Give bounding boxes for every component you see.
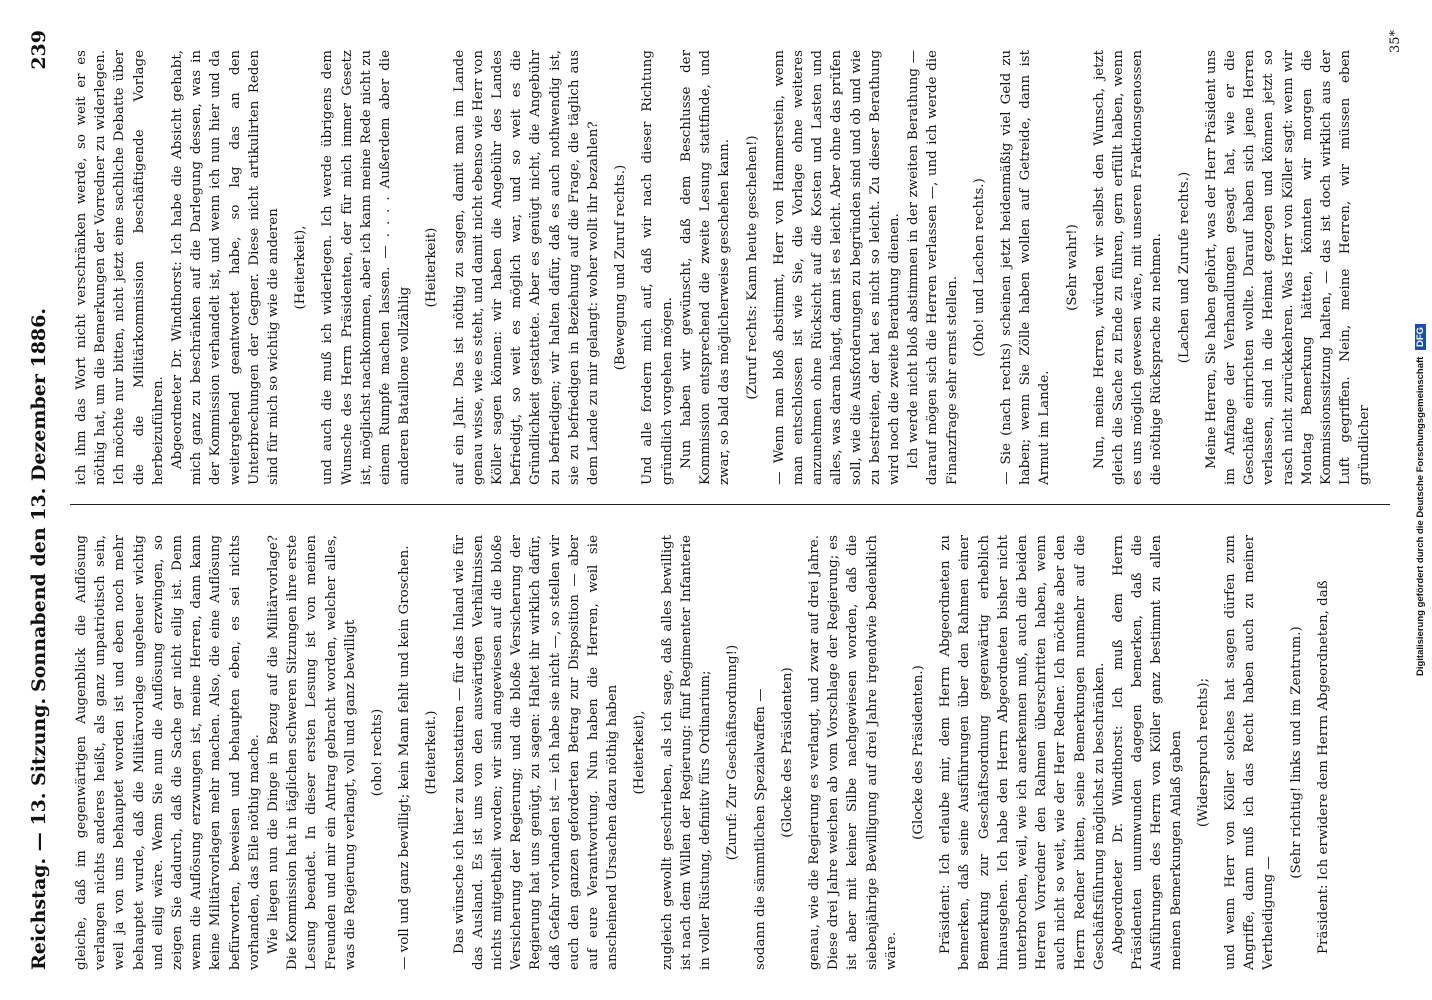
left-column <box>72 535 1382 970</box>
paragraph: und auch die muß ich widerlegen. Ich werde übrigens dem Wunsche des Herrn Präsidenten, der für mich immer Gesetz ist, möglichst nachkommen, aber ich kann meine Rede nicht zu einem Rumpfe machen lassen. — . . . . Außerdem aber die anderen Bataillone vollzählig <box>320 50 413 485</box>
paragraph: Präsident: Ich erwidere dem Herrn Abgeordneten, daß <box>1315 580 1331 954</box>
signature-mark: 35* <box>1388 30 1403 54</box>
interjection: (Zuruf rechts: Kann heute geschehen!) <box>744 135 760 400</box>
paragraph: Abgeordneter Dr. Windthorst: Ich habe die Absicht gehabt, mich ganz zu beschränken auf die Darlegung dessen, was in der Kommission verhandelt ist, und wenn ich nun hier und da weitergehend geantwortet habe, so lag das an den Unterbrechungen der Gegner. Diese nicht artikulirten Reden sind für mich so wichtig wie die anderen <box>170 50 282 485</box>
interjection: (Bewegung und Zuruf rechts.) <box>613 164 629 371</box>
paragraph: zugleich gewollt geschrieben, als ich sage, daß alles bewilligt ist nach dem Willen der Regierung: fünf Regimenter Infanterie in voller Rüstung, definitiv fürs Ordinarium; <box>659 535 714 970</box>
paragraph: sodann die sämmtlichen Spezialwaffen — <box>752 688 768 970</box>
paragraph: — Wenn man bloß abstimmt, Herr von Hammerstein, wenn man entschlossen ist wie Sie, die Vorlage ohne weiteres anzunehmen ohne Rücksicht auf die Kosten und Lasten und alles, was daran hängt, dann ist es leicht. Aber ohne das prüfen soll, wie die Ausforderungen zu begründen sind und ob und wie zu bestreiten, der hat es nicht so leicht. Zu dieser Berathung wird noch die zweite Berathung dienen. <box>771 50 902 485</box>
column-divider <box>70 504 1390 505</box>
interjection: (Heiterkeit), <box>293 225 309 310</box>
right-column <box>72 50 1382 485</box>
paragraph: — Sie (nach rechts) scheinen jetzt heidenmäßig viel Geld zu haben; wenn Sie Zölle haben wollen auf Getreide, dann ist Armut im Lande. <box>998 50 1053 485</box>
paragraph: auf ein Jahr. Das ist nöthig zu sagen, damit man im Lande genau wisse, wie es steht, und damit nicht ebenso wie Herr von Köller sagen können: wir haben die Angebühr des Landes befriedigt, so weit es möglich war, und so weit es die Gründlichkeit gestattete. Aber es genügt nicht, die Angebühr zu befriedigen; wir halten dafür, daß es auch nothwendig ist, sie zu befriedigen in Beziehung auf die Frage, die täglich aus dem Lande zu mir gelangt: woher wollt ihr bezahlen? <box>451 50 602 485</box>
interjection: (Widerspruch rechts); <box>1195 677 1211 828</box>
paragraph: Ich werde nicht bloß abstimmen in der zweiten Berathung — darauf mögen sich die Herren verlassen —, und ich werde die Finanzfrage sehr ernst stellen. <box>906 50 960 485</box>
paragraph: Nun, meine Herren, würden wir selbst den Wunsch, jetzt gleich die Sache zu Ende zu führen, gern erfüllt haben, wenn es uns möglich gewesen wäre, mit unseren Fraktionsgenossen die nöthige Rücksprache zu nehmen. <box>1091 50 1165 485</box>
paragraph: genau, wie die Regierung es verlangt, und zwar auf drei Jahre. Diese drei Jahre weichen ab vom Vorschlage der Regierung; es ist aber mit keiner Silbe nachgewiesen worden, daß die siebenjährige Bewilligung auf drei Jahre irgendwie bedenklich wäre. <box>806 535 899 970</box>
paragraph: Wie liegen nun die Dinge in Bezug auf die Militärvorlage? Die Kommission hat in täglichen schweren Sitzungen ihre erste Lesung beendet. In dieser ersten Lesung ist von meinen Freunden und mir ein Antrag gebracht worden, welcher alles, was die Regierung verlangt, voll und ganz bewilligt <box>266 535 358 970</box>
interjection: (Oho! und Lachen rechts.) <box>971 178 987 357</box>
page-number: 239 <box>28 30 50 70</box>
paragraph: gleiche, daß im gegenwärtigen Augenblick die Auflösung verlangen nichts anderes heißt, als ganz unpatriotisch sein, weil ja von uns behauptet worden ist und eben noch mehr behauptet wurde, daß die Militärvorlage ungeheuer wichtig und eilig wäre. Wenn Sie nun die Auflösung erzwingen, so zeigen Sie dadurch, daß die Sache gar nicht eilig ist. Denn wenn die Auflösung erzwungen ist, meine Herren, dann kann keine Militärvorlagen mehr machen. Also, die eine Auflösung befürworten, beweisen und behaupten eben, es sei nichts vorhanden, das Eile nöthig mache. <box>74 535 262 970</box>
interjection: (Heiterkeit), <box>632 710 648 795</box>
digitization-credit <box>1415 0 1426 1000</box>
dfg-logo: DFG <box>1415 324 1426 350</box>
header-session: Reichstag. — 13. Sitzung. <box>28 697 50 970</box>
interjection: (Sehr wahr!) <box>1064 224 1080 311</box>
paragraph: — voll und ganz bewilligt; kein Mann fehlt und kein Groschen. <box>397 545 413 970</box>
paragraph: Nun haben wir gewünscht, daß dem Beschlusse der Kommission entsprechend die zweite Lesung stattfinde, und zwar, so bald das möglicherweise geschehen kann. <box>678 50 733 485</box>
interjection: (Lachen und Zurufe rechts.) <box>1176 171 1192 364</box>
header-date: Sonnabend den 13. Dezember 1886. <box>28 308 50 692</box>
interjection: (Heiterkeit) <box>424 227 440 308</box>
paragraph: Meine Herren, Sie haben gehört, was der Herr Präsident uns im Anfange der Verhandlungen gesagt hat, wie er die Geschäfte einrichten wollte. Darauf haben sich jene Herren verlassen, sind in die Heimat gezogen und können jetzt so rasch nicht zurückkehren. Was Herr von Köller sagt: wenn wir Montag Bemerkung hätten, könnten wir morgen die Kommissionssitzung halten, — das ist doch wirklich aus der Luft gegriffen. Nein, meine Herren, wir müssen eben gründlicher <box>1203 50 1373 485</box>
credit-text: Digitalisierung gefördert durch die Deutsche Forschungsgemeinschaft <box>1415 356 1426 677</box>
interjection: (oho! rechts) <box>370 708 386 797</box>
paragraph: Und alle fordern mich auf, daß wir nach dieser Richtung gründlich vorgehen mögen. <box>640 50 675 485</box>
paragraph: ich ihm das Wort nicht verschränken werde, so weit er es nöthig hat, um die Bemerkungen der Vorredner zu widerlegen. Ich möchte nur bitten, nicht jetzt eine sachliche Debatte über die die Militärkommission beschäftigende Vorlage herbeizuführen. <box>74 50 166 485</box>
paragraph: Abgeordneter Dr. Windthorst: Ich muß dem Herrn Präsidenten unumwunden dagegen bemerken, daß die Ausführungen des Herrn von Köller ganz bestimmt zu allen meinen Bemerkungen Anlaß gaben <box>1110 535 1184 970</box>
paragraph: Präsident: Ich erlaube mir, dem Herrn Abgeordneten zu bemerken, daß seine Ausführungen über den Rahmen einer Bemerkung zur Geschäftsordnung gegenwärtig erheblich hinausgehen. Ich habe den Herrn Abgeordneten bisher nicht unterbrochen, weil, wie ich anerkennen muß, auch die beiden Herren Vorredner den Rahmen überschritten haben, wenn auch nicht so weit, wie der Herr Redner. Ich möchte aber den Herrn Redner bitten, seine Bemerkungen nunmehr auf die Geschäftsführung möglichst zu beschränken. <box>938 535 1107 970</box>
interjection: (Glocke des Präsidenten.) <box>910 665 926 840</box>
interjection: (Heiterkeit.) <box>424 710 440 795</box>
interjection: (Zuruf: Zur Geschäftsordnung!) <box>725 644 741 861</box>
paragraph: Das wünsche ich hier zu konstatiren — für das Inland wie für das Ausland. Es ist uns von den auswärtigen Verhältnissen nichts mitgetheilt worden; wir sind angewiesen auf die bloße Versicherung der Regierung; und die bloße Versicherung der Regierung hat uns genügt, zu sagen: Haltet ihr wirklich dafür, daß Gefahr vorhanden ist — ich habe sie nicht —, so stellen wir euch den ganzen geforderten Betrag zur Disposition — aber auf eure Verantwortung. Nun haben die Herren, weil sie anscheinend Ursachen dazu nöthig haben <box>451 535 621 970</box>
interjection: (Sehr richtig! links und im Zentrum.) <box>1288 626 1304 879</box>
interjection: (Glocke des Präsidenten) <box>779 667 795 838</box>
page-header <box>28 30 56 970</box>
paragraph: und wenn Herr von Köller solches hat sagen dürfen zum Angriffe, dann muß ich das Recht haben auch zu meiner Vertheidigung — <box>1222 535 1277 970</box>
